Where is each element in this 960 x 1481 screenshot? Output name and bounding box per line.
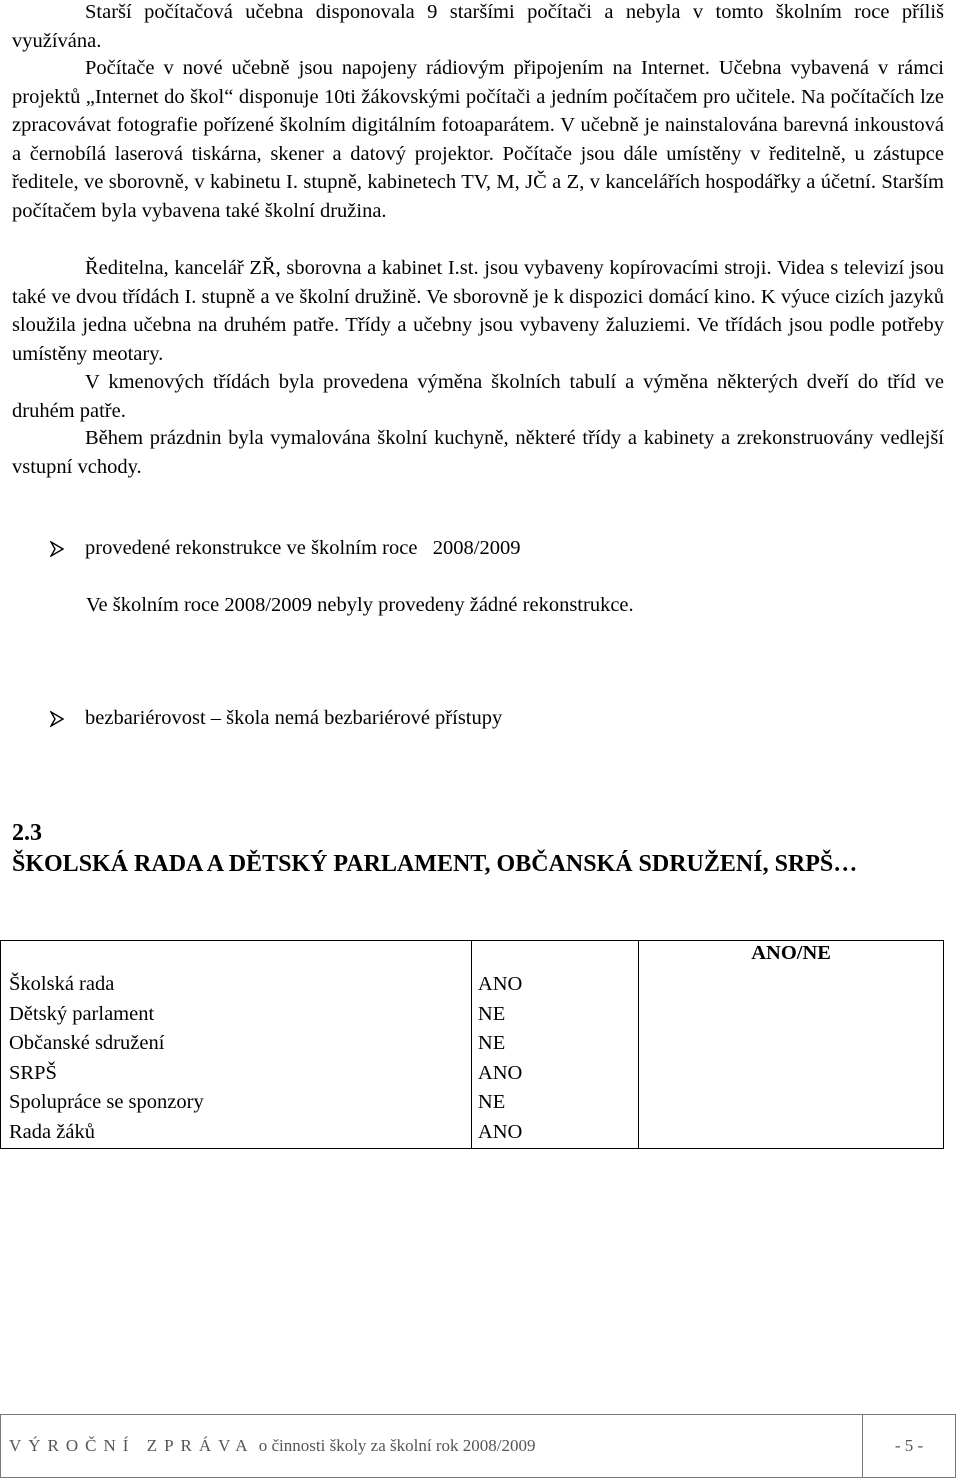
table-row-value: ANO: [477, 973, 523, 995]
bullet-reconstructions: [50, 537, 521, 560]
organizations-table: [0, 940, 944, 1149]
page-number: - 5 -: [894, 1436, 924, 1455]
paragraph-copiers: Ředitelna, kancelář ZŘ, sborovna a kabinet I.st. jsou vybaveny kopírovacími stroji. Videa s televizí jsou také ve dvou třídách I. stupně a ve školní družině. Ve sborovně je k dispozici domácí kino. K výuce cizích jazyků sloužila jedna učebna na druhém patře. Třídy a učebny jsou vybaveny žaluziemi. Ve třídách jsou podle potřeby umístěny meotary.: [12, 257, 944, 365]
bullet-accessibility-label: bezbariérovost – škola nemá bezbariérové přístupy: [85, 707, 503, 729]
footer-report-name: VÝROČNÍ ZPRÁVA: [9, 1436, 255, 1455]
arrow-bullet-icon: [50, 541, 64, 557]
footer-report-subtitle: o činnosti školy za školní rok 2008/2009: [254, 1436, 536, 1455]
table-row-value: ANO: [477, 1120, 523, 1143]
paragraph-boards: V kmenových třídách byla provedena výměna školních tabulí a výměna některých dveří do tříd ve druhém patře.: [12, 371, 944, 422]
arrow-bullet-icon: [50, 711, 64, 727]
table-row-label: Školská rada: [9, 973, 115, 995]
bullet-accessibility: [50, 707, 502, 730]
table-row-label: SRPŠ: [9, 1061, 57, 1084]
footer-title: [1, 1415, 863, 1477]
table-row-label: Občanské sdružení: [9, 1032, 165, 1055]
table-labels-cell: [1, 941, 472, 1149]
table-row-label: Spolupráce se sponzory: [9, 1091, 204, 1114]
paragraph-holidays: Během prázdnin byla vymalována školní kuchyně, některé třídy a kabinety a zrekonstruovány vedlejší vstupní vchody.: [12, 427, 944, 478]
section-title: ŠKOLSKÁ RADA A DĚTSKÝ PARLAMENT, OBČANSKÁ SDRUŽENÍ, SRPŠ…: [12, 851, 858, 877]
table-row-value: NE: [477, 1091, 506, 1114]
table-header-ano-ne: ANO/NE: [751, 942, 831, 964]
bullet-reconstructions-label: provedené rekonstrukce ve školním roce 2008/2009: [85, 537, 521, 559]
paragraph-old-computer-room: Starší počítačová učebna disponovala 9 staršími počítači a nebyla v tomto školním roce příliš využívána.: [12, 1, 944, 52]
page-footer: [0, 1414, 956, 1478]
table-row-label: Rada žáků: [9, 1120, 95, 1143]
reconstructions-text: Ve školním roce 2008/2009 nebyly provedeny žádné rekonstrukce.: [86, 594, 634, 616]
table-values-cell: [471, 941, 638, 1149]
table-row-value: NE: [477, 1002, 506, 1025]
table-header-cell: [639, 941, 944, 1149]
section-number: 2.3: [12, 820, 42, 846]
table-row-value: ANO: [477, 1061, 523, 1084]
paragraph-new-computer-room: Počítače v nové učebně jsou napojeny rádiovým připojením na Internet. Učebna vybavená v rámci projektů „Internet do škol“ disponuje 10ti žákovskými počítači a jedním počítačem pro učitele. Na počítačích lze zpracovávat fotografie pořízené školním digitálním fotoaparátem. V učebně je nainstalována barevná inkoustová a černobílá laserová tiskárna, skener a datový projektor. Počítače jsou dále umístěny v ředitelně, u zástupce ředitele, ve sborovně, v kabinetu I. stupně, kabinetech TV, M, JČ a Z, v kancelářích hospodářky a účetní. Starším počítačem byla vybavena také školní družina.: [12, 57, 944, 222]
table-row-value: NE: [477, 1032, 506, 1055]
table-row-label: Dětský parlament: [9, 1002, 155, 1025]
